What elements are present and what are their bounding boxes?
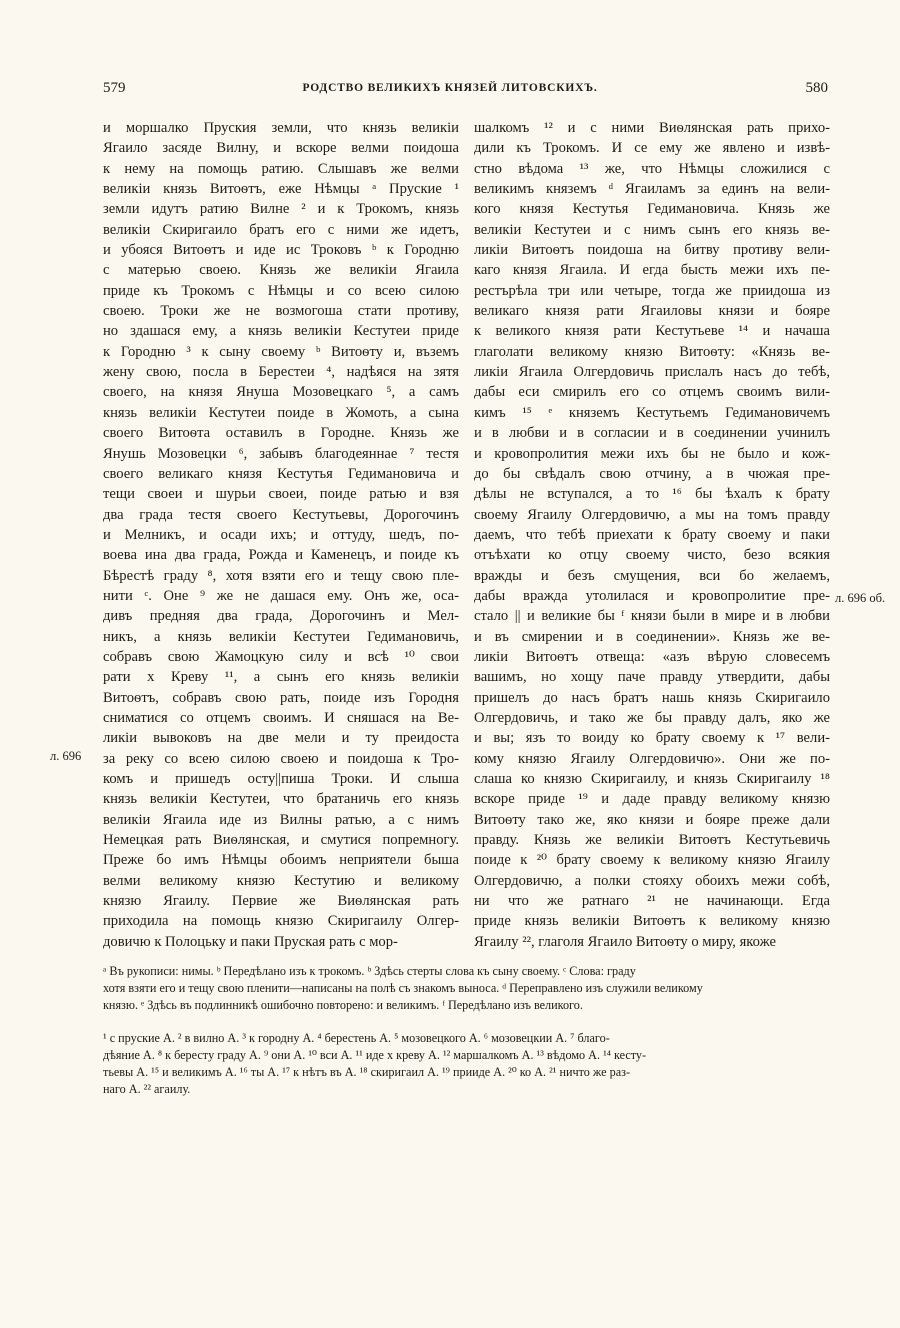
text-line: и кровопролития межи ихъ бы не было и кож-: [474, 445, 830, 462]
text-line: Витоѳтъ, собравъ свою рать, поиде изъ Городня: [103, 689, 459, 706]
text-line: Янушь Мозовецки ⁶, забывъ благодеяннае ⁷ тестя: [103, 445, 459, 462]
footnote-line: наго А. ²² агаилу.: [103, 1082, 191, 1096]
text-line: Витоѳту тако же, яко князи и бояре преже дали: [474, 811, 830, 828]
text-line: великiи Кестутеи и с нимъ сынъ его князь ве-: [474, 221, 830, 238]
text-line: великiи князь Витоѳтъ, еже Нѣмцы ᵃ Прускиe ¹: [103, 181, 459, 198]
text-line: ликiи вывоковъ на две мели и ту преидоста: [103, 730, 459, 747]
page-number-right: 580: [805, 80, 828, 96]
footnote-line: дѣяние А. ⁸ к берестy граду А. ⁹ они А. ¹⁰ вси А. ¹¹ иде х креву А. ¹² маршалкомъ А. ¹³ вѣдомо А. ¹⁴ кесту-: [103, 1048, 647, 1062]
text-line: правду. Князь же великiи Витоѳтъ Кестутьевичь: [474, 832, 830, 849]
text-line: слаша ко князю Скиригаилу, и князь Скиригаилу ¹⁸: [474, 771, 830, 787]
text-line: стно вѣдома ¹³ же, что Нѣмцы сложилися с: [474, 160, 830, 177]
text-line: Ягаилу ²², глаголя Ягаило Витоѳту о миру, якоже: [474, 933, 776, 950]
text-line: великаго князя рати Ягаиловы князи и бояре: [474, 303, 830, 320]
margin-note-left: л. 696: [50, 749, 82, 763]
text-line: кому князю Ягаилу Олгердовичю». Они же по-: [474, 750, 830, 767]
text-line: дабы еси смирилъ его со отцемъ своимъ вили-: [474, 384, 830, 401]
text-line: ни что же ратнаго ²¹ не начинающи. Егда: [474, 893, 830, 910]
text-line: но здашася ему, а князь великiи Кестутеи приде: [103, 323, 459, 340]
text-line: и въ смирении и в соединении». Князь же ве-: [474, 628, 830, 645]
footnote-line: хотя взяти его и тещу свою пленити—написаны на полѣ съ знакомъ выноса. ᵈ Переправлено изъ служили великому: [103, 981, 703, 995]
text-line: князь великiи Кестутеи, что братаничь его князь: [103, 791, 459, 808]
right-text-column: [474, 118, 830, 952]
text-line: воева ина два града, Рожда и Каменецъ, и поиде къ: [103, 547, 459, 564]
text-line: дили къ Трокомъ. И се ему же явлено и извѣ-: [474, 140, 830, 157]
text-line: своему Ягаилу Олгердовичю, а мы на томъ правду: [474, 506, 830, 523]
text-line: кимъ ¹⁵ ᵉ княземъ Кестутьемъ Гедимановичемъ: [474, 404, 830, 421]
text-line: отъѣхати ко отцу своему чисто, безо всякия: [474, 547, 830, 564]
text-line: князь великiи Кестутеи поиде в Жомоть, а сына: [103, 404, 459, 421]
margin-note-right: л. 696 об.: [835, 591, 886, 605]
page-number-left: 579: [103, 80, 126, 96]
text-line: никъ, а князь великiи Кестутеи Гедимановичь,: [103, 628, 459, 645]
text-line: вскоре приде ¹⁹ и даде правду великому князю: [474, 791, 830, 808]
text-line: князю Ягаилу. Первие же Виѳлянская рать: [103, 893, 459, 910]
text-line: своего, на князя Януша Мозовецкаго ⁵, а самъ: [103, 384, 459, 401]
left-text-column: [103, 118, 459, 952]
text-line: Ягаило засяде Вилну, и вскоре велми поидоша: [103, 140, 459, 157]
text-line: и моршалко Пруския земли, что князь великiи: [103, 120, 459, 136]
text-line: вражды и безъ смущения, вси бо желаемъ,: [474, 567, 830, 584]
text-line: до бы свѣдалъ свою отчину, а в чюжая пре-: [474, 465, 830, 482]
numbered-footnotes: [103, 1030, 830, 1098]
letter-footnotes: [103, 963, 830, 1014]
text-line: каго князя Ягаила. И егда бысть межи ихъ пе-: [474, 262, 830, 279]
text-line: поиде к ²⁰ брату своему к великому князю Ягаилу: [474, 852, 830, 869]
text-line: и в любви и в согласии и в соединении учинилъ: [474, 425, 830, 442]
text-line: Преже бо имъ Нѣмцы обоимъ неприятели быша: [103, 852, 459, 869]
text-line: приде къ Трокомъ с Нѣмцы и со всею силою: [103, 282, 459, 299]
footnote-line: ¹ с пруские А. ² в вилно А. ³ к городну А. ⁴ берестень А. ⁵ мозовецкого А. ⁶ мозовецкии А. ⁷ благо-: [103, 1031, 610, 1045]
text-line: Бѣрестѣ граду ⁸, хотя взяти его и тещу свою пле-: [103, 567, 459, 584]
text-line: комъ и пришедъ осту||пиша Троки. И слыша: [103, 771, 459, 787]
text-line: нити ᶜ. Оне ⁹ же не дашася ему. Онъ же, оса-: [103, 587, 459, 604]
footnote-line: тьевы А. ¹⁵ и великимъ А. ¹⁶ ты А. ¹⁷ к нѣтъ въ А. ¹⁸ скиригаил А. ¹⁹ прииде А. ²⁰ ко А. ²¹ ничто же раз-: [103, 1065, 631, 1079]
text-line: стало || и великие бы ᶠ князи были в мире и в любви: [474, 608, 830, 625]
text-line: вашимъ, но хощу паче правду утвердити, дабы: [474, 669, 830, 686]
text-line: и убояся Витоѳтъ и иде ис Троковъ ᵇ к Городню: [103, 242, 459, 259]
page-header: [0, 80, 900, 104]
text-line: приде князь великiи Витоѳтъ к великому князю: [474, 913, 830, 930]
text-line: два града тестя своего Кестутьевы, Дорогочинъ: [103, 506, 459, 523]
text-line: к нему на помощь ратию. Слышавъ же велми: [103, 160, 459, 177]
running-title: РОДСТВО ВЕЛИКИХЪ КНЯЗЕЙ ЛИТОВСКИХЪ.: [302, 82, 598, 94]
text-line: Немецкая рать Виѳлянская, и смутися попремногу.: [103, 832, 459, 849]
text-line: своею. Троки же не возмогоша стати противу,: [103, 303, 459, 320]
text-line: довичю к Полоцьку и паки Пруская рать с мор-: [103, 933, 398, 950]
text-line: Олгердовичь, и тако же бы правду далъ, яко же: [474, 709, 830, 726]
text-line: ликiи Ягаила Олгердовичь прислалъ насъ до тебѣ,: [474, 364, 830, 381]
text-line: кого князя Кестутья Гедимановича. Князь же: [474, 201, 830, 218]
text-line: к великого князя рати Кестутьеве ¹⁴ и начаша: [474, 323, 830, 340]
text-line: ликiи Витоѳтъ отвеща: «азъ вѣрую словесемъ: [474, 648, 830, 665]
footnote-line: ᵃ Въ рукописи: нимы. ᵇ Передѣлано изъ к трокомъ. ᵇ Здѣсь стерты слова къ сыну своему. ᶜ Слова: граду: [103, 964, 636, 978]
text-line: рестърѣла три или четыре, тогда же приидоша из: [474, 282, 830, 299]
text-line: даемъ, что тебѣ приехати к брату своему и паки: [474, 526, 830, 543]
text-line: великiи Скиригаило братъ его с ними же идетъ,: [103, 221, 459, 238]
text-line: к Городню ³ к сыну своему ᵇ Витоѳту и, въземъ: [103, 343, 459, 360]
text-line: своего великаго князя Кестутья Гедимановича и: [103, 465, 459, 482]
text-line: глаголати великому князю Витоѳту: «Князь ве-: [474, 343, 830, 360]
text-line: великимъ княземъ ᵈ Ягаиламъ за единъ на вели-: [474, 181, 830, 198]
text-line: жену свою, посла в Берестеи ⁴, надѣяся на зятя: [103, 364, 459, 381]
text-line: и Мелникъ, и осади ихъ; и оттуду, шедъ, по-: [103, 526, 459, 543]
text-line: своего Витоѳта оставилъ в Городне. Князь же: [103, 425, 459, 442]
text-line: приходила на помощь князю Скиригаилу Олгер-: [103, 913, 459, 930]
text-line: дабы вражда утолилася и кровопролитие пре-: [474, 587, 830, 604]
text-line: сниматися со отцемъ своимъ. И сняшася на Ве-: [103, 709, 459, 726]
text-line: шалкомъ ¹² и с ними Виѳлянская рать прихо-: [474, 120, 830, 136]
text-line: ликiи Витоѳтъ поидоша на битву противу вели-: [474, 242, 830, 259]
text-line: дѣлы не вступался, а то ¹⁶ бы ѣхалъ к брату: [474, 486, 830, 503]
text-line: великiи Ягаила иде из Вилны ратью, а с нимъ: [103, 811, 459, 828]
text-line: рати х Креву ¹¹, а сынъ его князь великiи: [103, 669, 459, 686]
text-line: и вы; язъ то воиду ко брату своему к ¹⁷ вели-: [474, 730, 830, 747]
text-line: велми великому князю Кестутию и великому: [103, 872, 459, 889]
footnote-line: князю. ᵉ Здѣсь въ подлинникѣ ошибочно повторено: и великимъ. ᶠ Передѣлано изъ великого.: [103, 998, 583, 1012]
text-line: тещи своеи и шурьи своеи, поиде ратью и взя: [103, 486, 459, 503]
text-line: Олгердовичю, а полки стояху обоихъ межи собѣ,: [474, 872, 830, 889]
text-line: земли идутъ ратию Вилне ² и к Трокомъ, князь: [103, 201, 459, 218]
text-line: за реку со всею силою своею и поидоша к Тро-: [103, 750, 459, 767]
text-line: дивъ предняя два града, Дорогочинъ и Мел-: [103, 608, 459, 625]
text-line: с матерью своею. Князь же великiи Ягаила: [103, 262, 459, 279]
text-line: собравъ свою Жамоцкую силу и всѣ ¹⁰ свои: [103, 648, 459, 665]
text-line: пришелъ до насъ братъ нашь князь Скиригаило: [474, 689, 830, 706]
